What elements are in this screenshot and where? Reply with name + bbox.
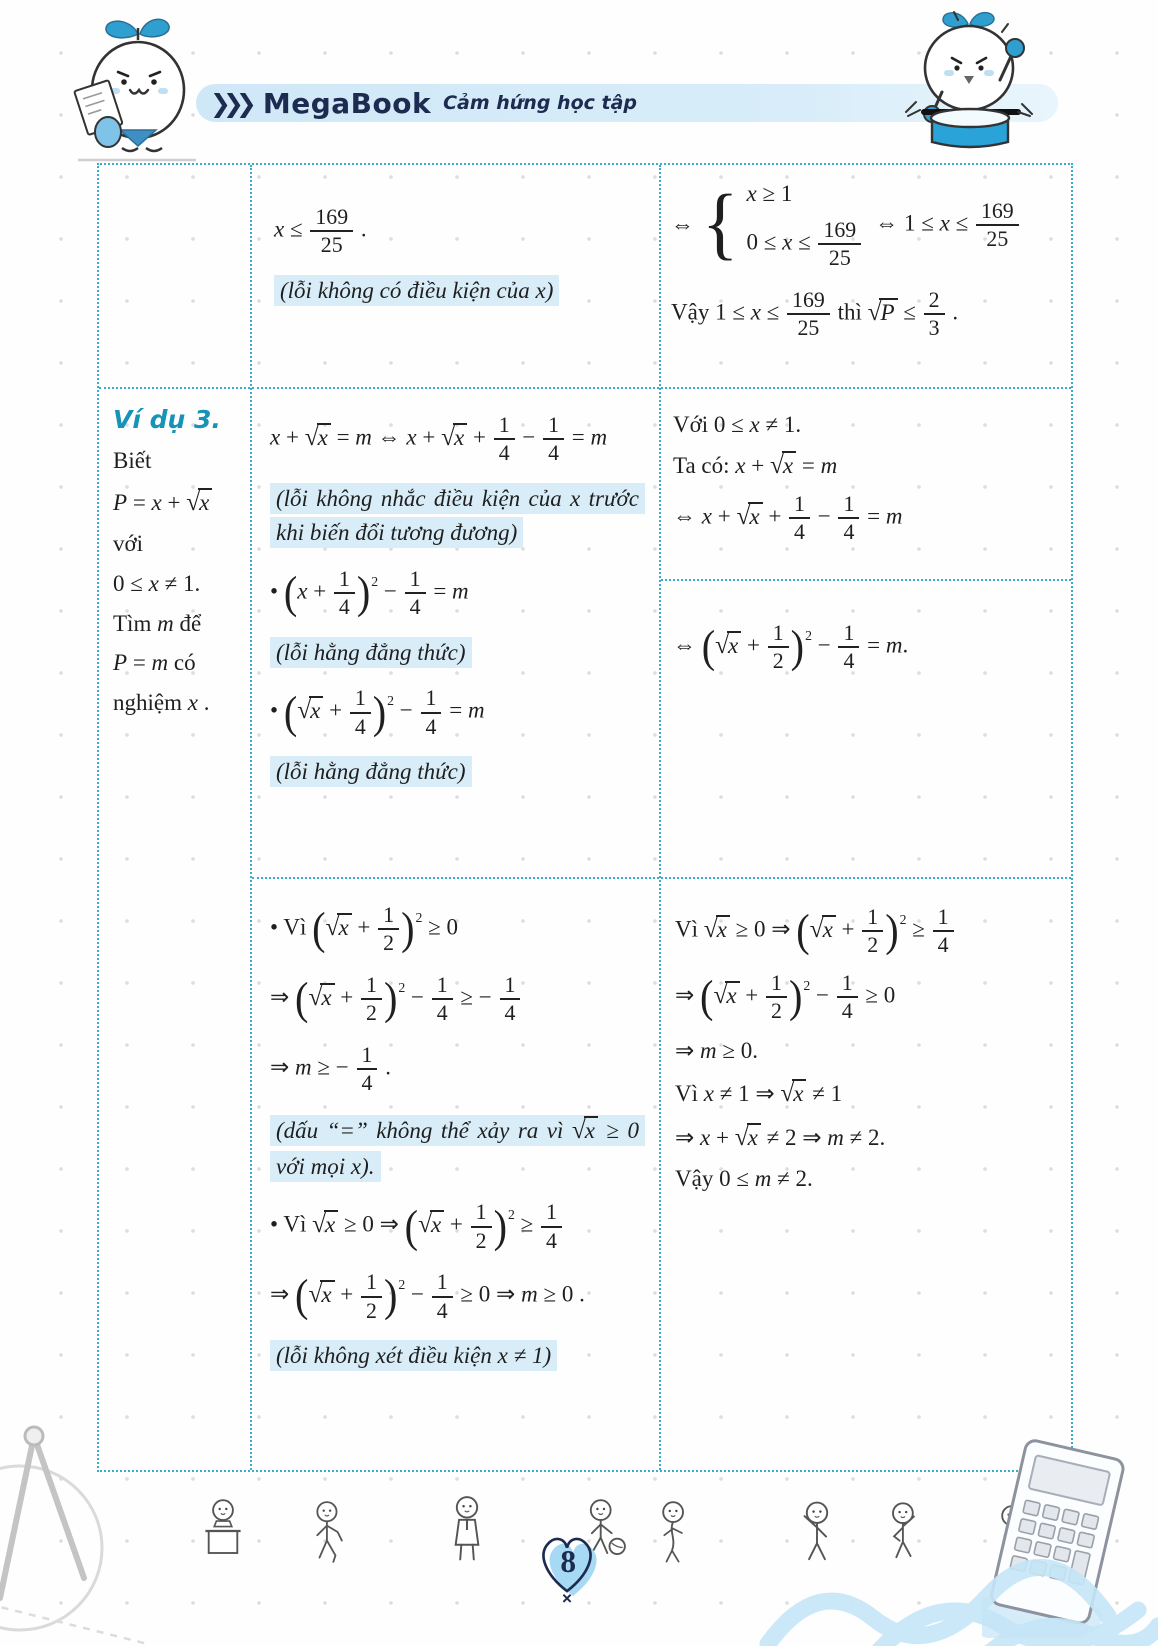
- equation-line: Vậy 0 ≤ m ≠ 2.: [675, 1166, 813, 1192]
- logo-chevrons-icon: ❯❯❯: [210, 88, 249, 118]
- figure-at-desk-icon: [196, 1498, 250, 1564]
- wrong-solution-cell-1: [252, 165, 659, 387]
- table-column-wrong-solution: [250, 165, 659, 1470]
- error-note: (dấu “=” không thể xảy ra vì √x ≥ 0 với mọi x).: [270, 1112, 651, 1184]
- equation-line: ⇔ x + √x + $\frac{1}{4}$ − $\frac{1}{4}$ = m: [673, 491, 903, 545]
- svg-text:8: 8: [560, 1543, 577, 1579]
- figure-shy-icon: [646, 1500, 698, 1566]
- equation-line: Biết: [113, 448, 152, 473]
- equation-line: ⇔ { x ≥ 1 0 ≤ x ≤ $\frac{169}{25}$ ⇔ 1 ≤ x ≤ $\frac{169}{25}$: [671, 179, 1067, 272]
- equation-line: • (√x + $\frac{1}{4}$ )$^2$ − $\frac{1}{4}$ = m: [270, 686, 485, 739]
- error-note: (lỗi hằng đẳng thức): [270, 636, 651, 671]
- equation-line: Vậy 1 ≤ x ≤ $\frac{169}{25}$ thì √P ≤ $\frac{2}{3}$ .: [671, 287, 959, 341]
- mascot-student-icon: [70, 14, 210, 164]
- correct-solution-cell-4: [661, 877, 1071, 1470]
- error-note: (lỗi hằng đẳng thức): [270, 755, 651, 790]
- scribbles-icon: [738, 1526, 1158, 1646]
- example-title: Ví dụ 3.: [113, 405, 221, 434]
- equation-line: ⇒ (√x + $\frac{1}{2}$ )$^2$ − $\frac{1}{4}$ ≥ 0: [675, 970, 896, 1024]
- equation-line: ⇒ m ≥ 0.: [675, 1037, 759, 1063]
- empty-cell: [99, 165, 250, 387]
- table-column-correct-solution: [659, 165, 1071, 1470]
- equation-line: 0 ≤ x ≠ 1.: [113, 570, 201, 596]
- equation-line: P = m có: [113, 650, 196, 676]
- solution-table: [97, 163, 1073, 1472]
- wrong-solution-cell-2: [252, 387, 659, 877]
- compass-icon: [0, 1418, 188, 1646]
- equation-line: ⇒ (√x + $\frac{1}{2}$ )$^2$ − $\frac{1}{4}$ ≥ − $\frac{1}{4}$: [270, 972, 651, 1027]
- equation-line: ⇒ x + √x ≠ 2 ⇒ m ≠ 2.: [675, 1122, 886, 1151]
- error-note: (lỗi không có điều kiện của x): [274, 274, 651, 309]
- correct-solution-cell-3: [661, 579, 1071, 877]
- equation-line: Vì x ≠ 1 ⇒ √x ≠ 1: [675, 1078, 843, 1107]
- equation-line: x + √x = m ⇔ x + √x + $\frac{1}{4}$ − $\frac{1}{4}$ = m: [270, 413, 608, 466]
- equation-line: P = x + √x: [113, 486, 246, 519]
- equation-line: • (x + $\frac{1}{4}$ )$^2$ − $\frac{1}{4}$ = m: [270, 566, 469, 620]
- brand-tagline: Cảm hứng học tập: [443, 92, 638, 114]
- error-note: (lỗi không xét điều kiện x ≠ 1): [270, 1339, 651, 1374]
- brand-logo: MegaBook: [262, 86, 432, 120]
- example-problem-cell: [99, 387, 250, 1470]
- table-column-problem: [99, 165, 250, 1470]
- error-note: (lỗi không nhắc điều kiện của x trước khi biến đổi tương đương): [270, 482, 651, 551]
- equation-line: x ≤ $\frac{169}{25}$ .: [274, 205, 367, 258]
- correct-solution-cell-1: [661, 165, 1071, 387]
- correct-solution-cell-2: [661, 387, 1071, 579]
- equation-line: nghiệm x .: [113, 690, 210, 716]
- equation-line: • Vì (√x + $\frac{1}{2}$ )$^2$ ≥ 0: [270, 903, 458, 956]
- equation-line: ⇒ m ≥ − $\frac{1}{4}$ .: [270, 1042, 391, 1096]
- equation-line: với: [113, 530, 144, 556]
- page-number-heart-icon: [528, 1526, 606, 1608]
- wrong-solution-cell-3: [252, 877, 659, 1470]
- equation-line: Với 0 ≤ x ≠ 1.: [673, 412, 802, 437]
- figure-writing-icon: [302, 1500, 354, 1564]
- equation-line: Ta có: x + √x = m: [673, 450, 838, 479]
- figure-suit-icon: [440, 1496, 494, 1564]
- equation-line: ⇒ (√x + $\frac{1}{2}$ )$^2$ − $\frac{1}{4}$ ≥ 0 ⇒ m ≥ 0 .: [270, 1270, 585, 1323]
- cases-brace: {: [702, 178, 739, 268]
- mascot-drummer-icon: [872, 6, 1062, 156]
- equation-line: Vì √x ≥ 0 ⇒ (√x + $\frac{1}{2}$ )$^2$ ≥ $\frac{1}{4}$: [675, 904, 1067, 959]
- equation-line: Tìm m để: [113, 610, 202, 636]
- equation-line: • Vì √x ≥ 0 ⇒ (√x + $\frac{1}{2}$ )$^2$ ≥ $\frac{1}{4}$: [270, 1199, 651, 1254]
- equation-line: ⇔ (√x + $\frac{1}{2}$ )$^2$ − $\frac{1}{4}$ = m.: [673, 621, 909, 674]
